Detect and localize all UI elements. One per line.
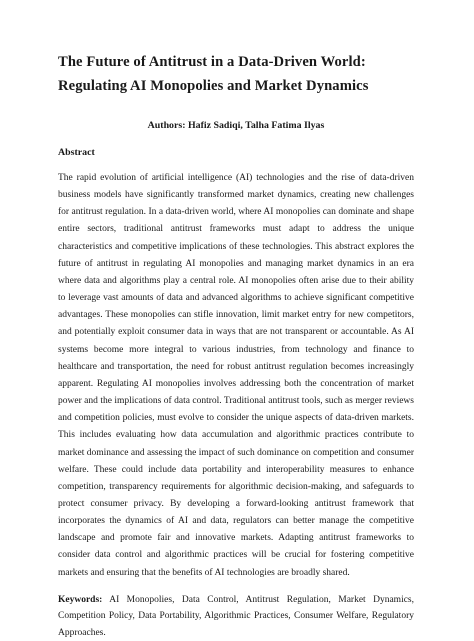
paper-title: The Future of Antitrust in a Data-Driven World: Regulating AI Monopolies and Market Dynamics [58,54,369,94]
keywords-label: Keywords: [58,594,103,605]
abstract-heading: Abstract [58,147,95,158]
paper-authors: Authors: Hafiz Sadiqi, Talha Fatima Ilyas [147,120,325,131]
keywords-list: AI Monopolies, Data Control, Antitrust Regulation, Market Dynamics, Competition Policy, Data Portability, Algorithmic Practices, Consumer Welfare, Regulatory Approaches. [58,594,414,638]
keywords [58,592,414,641]
abstract-body: The rapid evolution of artificial intelligence (AI) technologies and the rise of data-driven business models have significantly transformed market dynamics, creating new challenges for antitrust regulation. In a data-driven world, where AI monopolies can dominate and shape entire sectors, traditional antitrust frameworks must adapt to address the unique characteristics and competitive implications of these technologies. This abstract explores the future of antitrust in regulating AI monopolies and managing market dynamics in an era where data and algorithms play a central role. AI monopolies often arise due to their ability to leverage vast amounts of data and advanced algorithms to achieve significant competitive advantages. These monopolies can stifle innovation, limit market entry for new competitors, and potentially exploit consumer data in ways that are not transparent or accountable. As AI systems become more integral to various industries, from technology and finance to healthcare and transportation, the need for robust antitrust regulation becomes increasingly apparent. Regulating AI monopolies involves addressing both the concentration of market power and the implications of data control. Traditional antitrust tools, such as merger reviews and competition policies, must evolve to consider the unique aspects of data-driven markets. This includes evaluating how data accumulation and algorithmic practices contribute to market dominance and assessing the impact of such dominance on competition and consumer welfare. These could include data portability and interoperability measures to enhance competition, transparency requirements for algorithmic decision-making, and safeguards to protect consumer privacy. By developing a forward-looking antitrust framework that incorporates the dynamics of AI and data, regulators can better manage the competitive landscape and promote fair and innovative markets. Adapting antitrust frameworks to consider data control and algorithmic practices will be crucial for fostering competitive markets and ensuring that the benefits of AI technologies are broadly shared. [58,173,414,578]
